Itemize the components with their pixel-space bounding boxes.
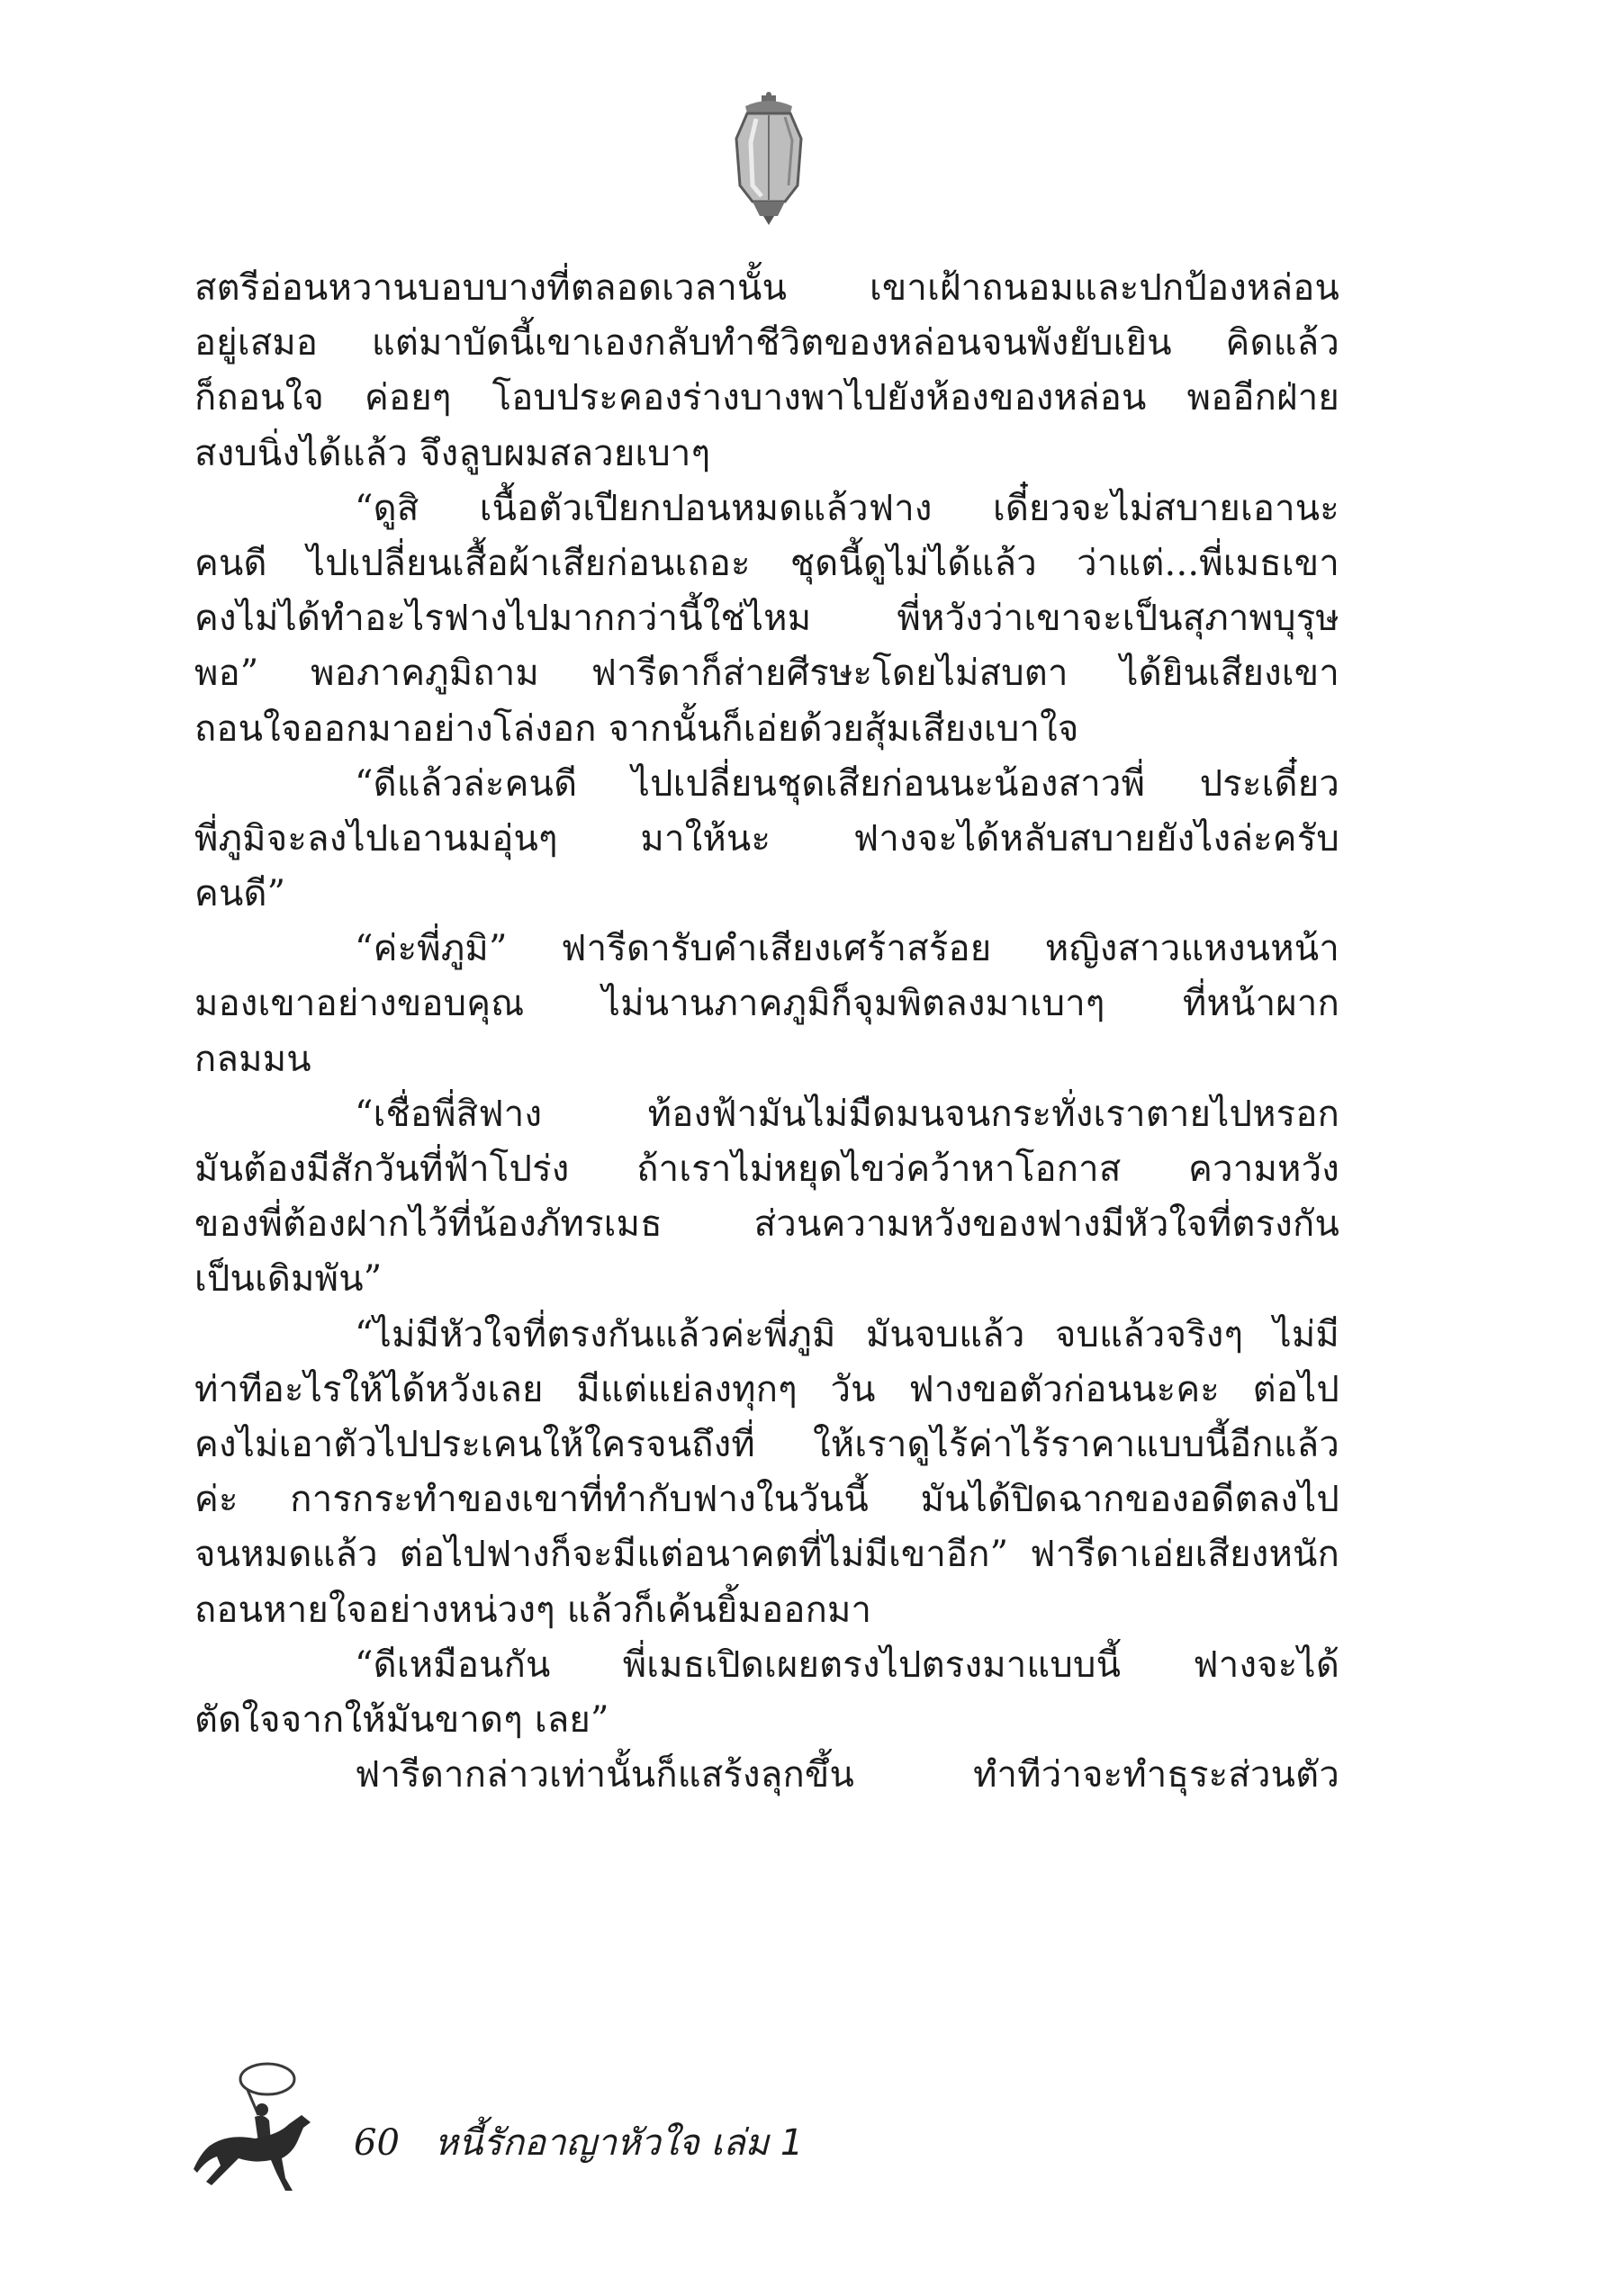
page-number: 60 <box>354 2122 400 2164</box>
text-line: พี่ภูมิจะลงไปเอานมอุ่นๆ มาให้นะ ฟางจะได้หลับสบายยังไงล่ะครับ <box>194 817 1339 860</box>
text-line: ถอนใจออกมาอย่างโล่งอก จากนั้นก็เอ่ยด้วยสุ้มเสียงเบาใจ <box>194 707 1079 750</box>
text-line: “ไม่มีหัวใจที่ตรงกันแล้วค่ะพี่ภูมิ มันจบแล้ว จบแล้วจริงๆ ไม่มี <box>355 1313 1339 1355</box>
text-line: คงไม่เอาตัวไปประเคนให้ใครจนถึงที่ ให้เราดูไร้ค่าไร้ราคาแบบนี้อีกแล้ว <box>194 1423 1339 1465</box>
text-line: ก็ถอนใจ ค่อยๆ โอบประคองร่างบางพาไปยังห้องของหล่อน พออีกฝ่าย <box>194 377 1339 419</box>
text-line: มองเขาอย่างขอบคุณ ไม่นานภาคภูมิก็จุมพิตลงมาเบาๆ ที่หน้าผาก <box>194 983 1339 1025</box>
text-line: เป็นเดิมพัน” <box>194 1258 383 1301</box>
text-line: “ค่ะพี่ภูมิ” ฟารีดารับคำเสียงเศร้าสร้อย หญิงสาวแหงนหน้า <box>355 928 1339 970</box>
text-line: “ดีเหมือนกัน พี่เมธเปิดเผยตรงไปตรงมาแบบนี้ ฟางจะได้ <box>355 1643 1339 1686</box>
folio <box>354 2113 803 2171</box>
lantern-icon <box>726 92 812 227</box>
text-line: “เชื่อพี่สิฟาง ท้องฟ้ามันไม่มืดมนจนกระทั่งเราตายไปหรอก <box>355 1093 1339 1135</box>
text-line: คงไม่ได้ทำอะไรฟางไปมากกว่านี้ใช่ไหม พี่หวังว่าเขาจะเป็นสุภาพบุรุษ <box>194 598 1339 640</box>
text-line: มันต้องมีสักวันที่ฟ้าโปร่ง ถ้าเราไม่หยุดไขว่คว้าหาโอกาส ความหวัง <box>194 1148 1339 1190</box>
book-title: หนี้รักอาญาหัวใจ เล่ม 1 <box>434 2122 804 2164</box>
text-line: “ดีแล้วล่ะคนดี ไปเปลี่ยนชุดเสียก่อนนะน้องสาวพี่ ประเดี๋ยว <box>355 762 1339 805</box>
page-footer <box>192 2059 822 2203</box>
text-line: พอ” พอภาคภูมิถาม ฟารีดาก็ส่ายศีรษะโดยไม่สบตา ได้ยินเสียงเขา <box>194 653 1339 695</box>
text-line: ตัดใจจากให้มันขาดๆ เลย” <box>194 1698 609 1741</box>
text-line: สงบนิ่งได้แล้ว จึงลูบผมสลวยเบาๆ <box>194 432 711 474</box>
text-line: ค่ะ การกระทำของเขาที่ทำกับฟางในวันนี้ มันได้ปิดฉากของอดีตลงไป <box>194 1479 1339 1521</box>
text-line: อยู่เสมอ แต่มาบัดนี้เขาเองกลับทำชีวิตของหล่อนจนพังยับเยิน คิดแล้ว <box>194 322 1339 365</box>
text-line: กลมมน <box>194 1038 311 1080</box>
text-line: ฟารีดากล่าวเท่านั้นก็แสร้งลุกขึ้น ทำทีว่าจะทำธุระส่วนตัว <box>355 1754 1339 1796</box>
text-line: สตรีอ่อนหวานบอบบางที่ตลอดเวลานั้น เขาเฝ้าถนอมและปกป้องหล่อน <box>194 267 1339 309</box>
body-text <box>194 261 1339 1803</box>
text-line: จนหมดแล้ว ต่อไปฟางก็จะมีแต่อนาคตที่ไม่มีเขาอีก” ฟารีดาเอ่ยเสียงหนัก <box>194 1534 1339 1576</box>
text-line: คนดี ไปเปลี่ยนเสื้อผ้าเสียก่อนเถอะ ชุดนี้ดูไม่ได้แล้ว ว่าแต่...พี่เมธเขา <box>194 542 1339 584</box>
text-line: ถอนหายใจอย่างหน่วงๆ แล้วก็เค้นยิ้มออกมา <box>194 1589 872 1631</box>
text-line: คนดี” <box>194 873 286 915</box>
text-line: “ดูสิ เนื้อตัวเปียกปอนหมดแล้วฟาง เดี๋ยวจะไม่สบายเอานะ <box>355 487 1339 529</box>
horse-rider-lasso-icon <box>192 2059 318 2194</box>
text-line: ท่าทีอะไรให้ได้หวังเลย มีแต่แย่ลงทุกๆ วัน ฟางขอตัวก่อนนะคะ ต่อไป <box>194 1368 1339 1410</box>
text-line: ของพี่ต้องฝากไว้ที่น้องภัทรเมธ ส่วนความหวังของฟางมีหัวใจที่ตรงกัน <box>194 1203 1339 1246</box>
